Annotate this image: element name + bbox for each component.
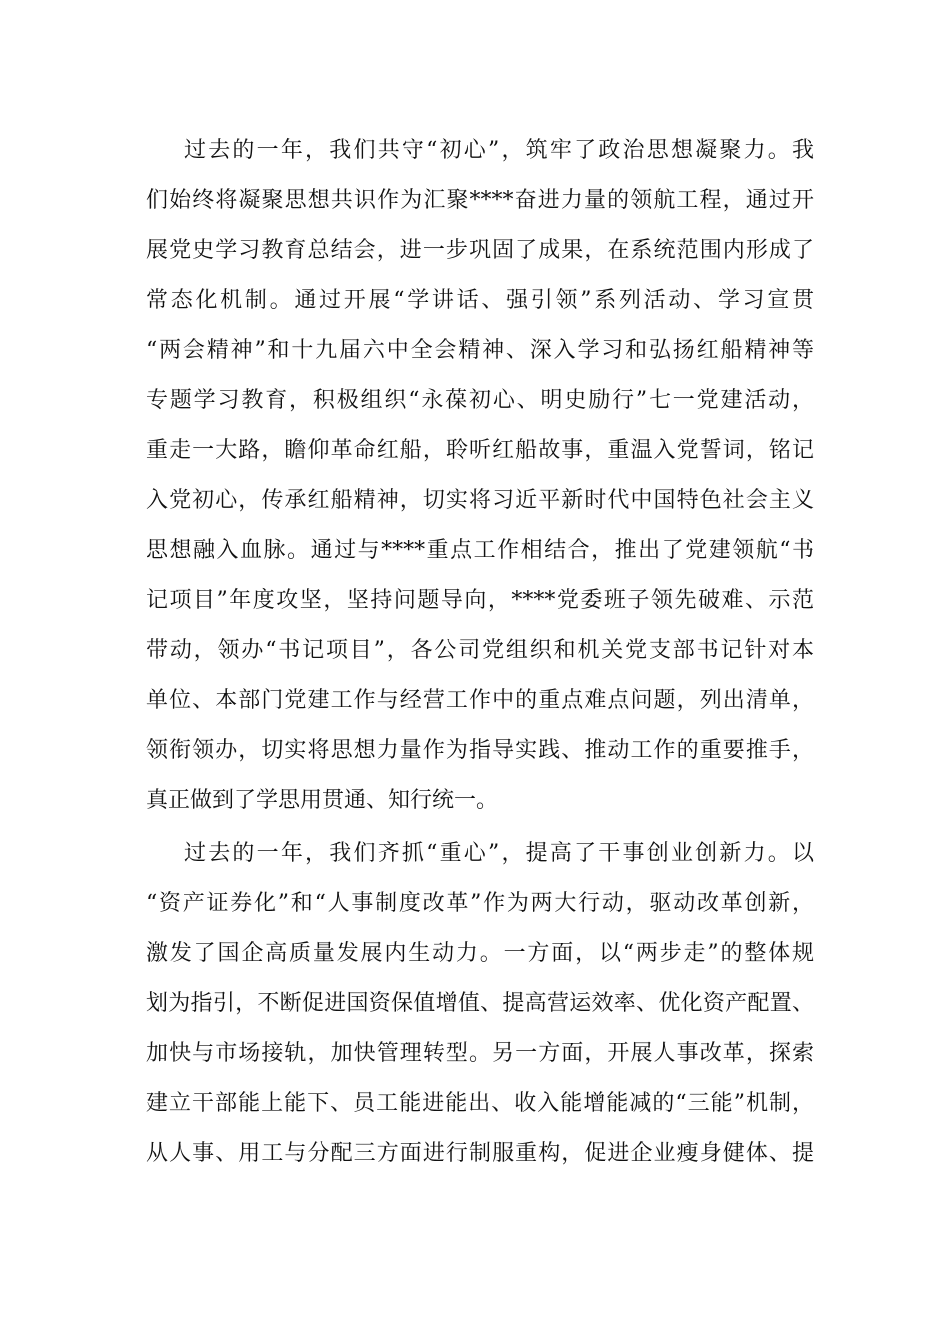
text-line: 激发了国企高质量发展内生动力。一方面，以“两步走”的整体规 bbox=[146, 941, 814, 966]
text-line: “两会精神”和十九届六中全会精神、深入学习和弘扬红船精神等 bbox=[146, 338, 814, 363]
text-line: 们始终将凝聚思想共识作为汇聚****奋进力量的领航工程，通过开 bbox=[146, 188, 814, 213]
paragraph-initial-heart bbox=[146, 126, 814, 826]
paragraph-key-focus bbox=[146, 829, 814, 1179]
text-line: 过去的一年，我们共守“初心”，筑牢了政治思想凝聚力。我 bbox=[184, 138, 814, 163]
text-line: 划为指引，不断促进国资保值增值、提高营运效率、优化资产配置、 bbox=[146, 991, 814, 1016]
text-line: 建立干部能上能下、员工能进能出、收入能增能减的“三能”机制， bbox=[146, 1091, 814, 1116]
text-line: 重走一大路，瞻仰革命红船，聆听红船故事，重温入党誓词，铭记 bbox=[146, 438, 814, 463]
text-line: 记项目”年度攻坚，坚持问题导向，****党委班子领先破难、示范 bbox=[146, 588, 814, 613]
text-line: 从人事、用工与分配三方面进行制服重构，促进企业瘦身健体、提 bbox=[146, 1141, 814, 1166]
text-line: 思想融入血脉。通过与****重点工作相结合，推出了党建领航“书 bbox=[146, 538, 814, 563]
text-line: 带动，领办“书记项目”，各公司党组织和机关党支部书记针对本 bbox=[146, 638, 814, 663]
text-line: 领衔领办，切实将思想力量作为指导实践、推动工作的重要推手， bbox=[146, 738, 814, 763]
text-line: 单位、本部门党建工作与经营工作中的重点难点问题，列出清单， bbox=[146, 688, 814, 713]
text-line: 展党史学习教育总结会，进一步巩固了成果，在系统范围内形成了 bbox=[146, 238, 814, 263]
document-body bbox=[146, 126, 814, 1179]
text-line: 加快与市场接轨，加快管理转型。另一方面，开展人事改革，探索 bbox=[146, 1041, 814, 1066]
text-line: 专题学习教育，积极组织“永葆初心、明史励行”七一党建活动， bbox=[146, 388, 814, 413]
text-line: 入党初心，传承红船精神，切实将习近平新时代中国特色社会主义 bbox=[146, 488, 814, 513]
text-line: “资产证券化”和“人事制度改革”作为两大行动，驱动改革创新， bbox=[146, 891, 814, 916]
text-line: 常态化机制。通过开展“学讲话、强引领”系列活动、学习宣贯 bbox=[146, 288, 814, 313]
text-line: 过去的一年，我们齐抓“重心”，提高了干事创业创新力。以 bbox=[184, 841, 814, 866]
text-line: 真正做到了学思用贯通、知行统一。 bbox=[146, 788, 499, 813]
